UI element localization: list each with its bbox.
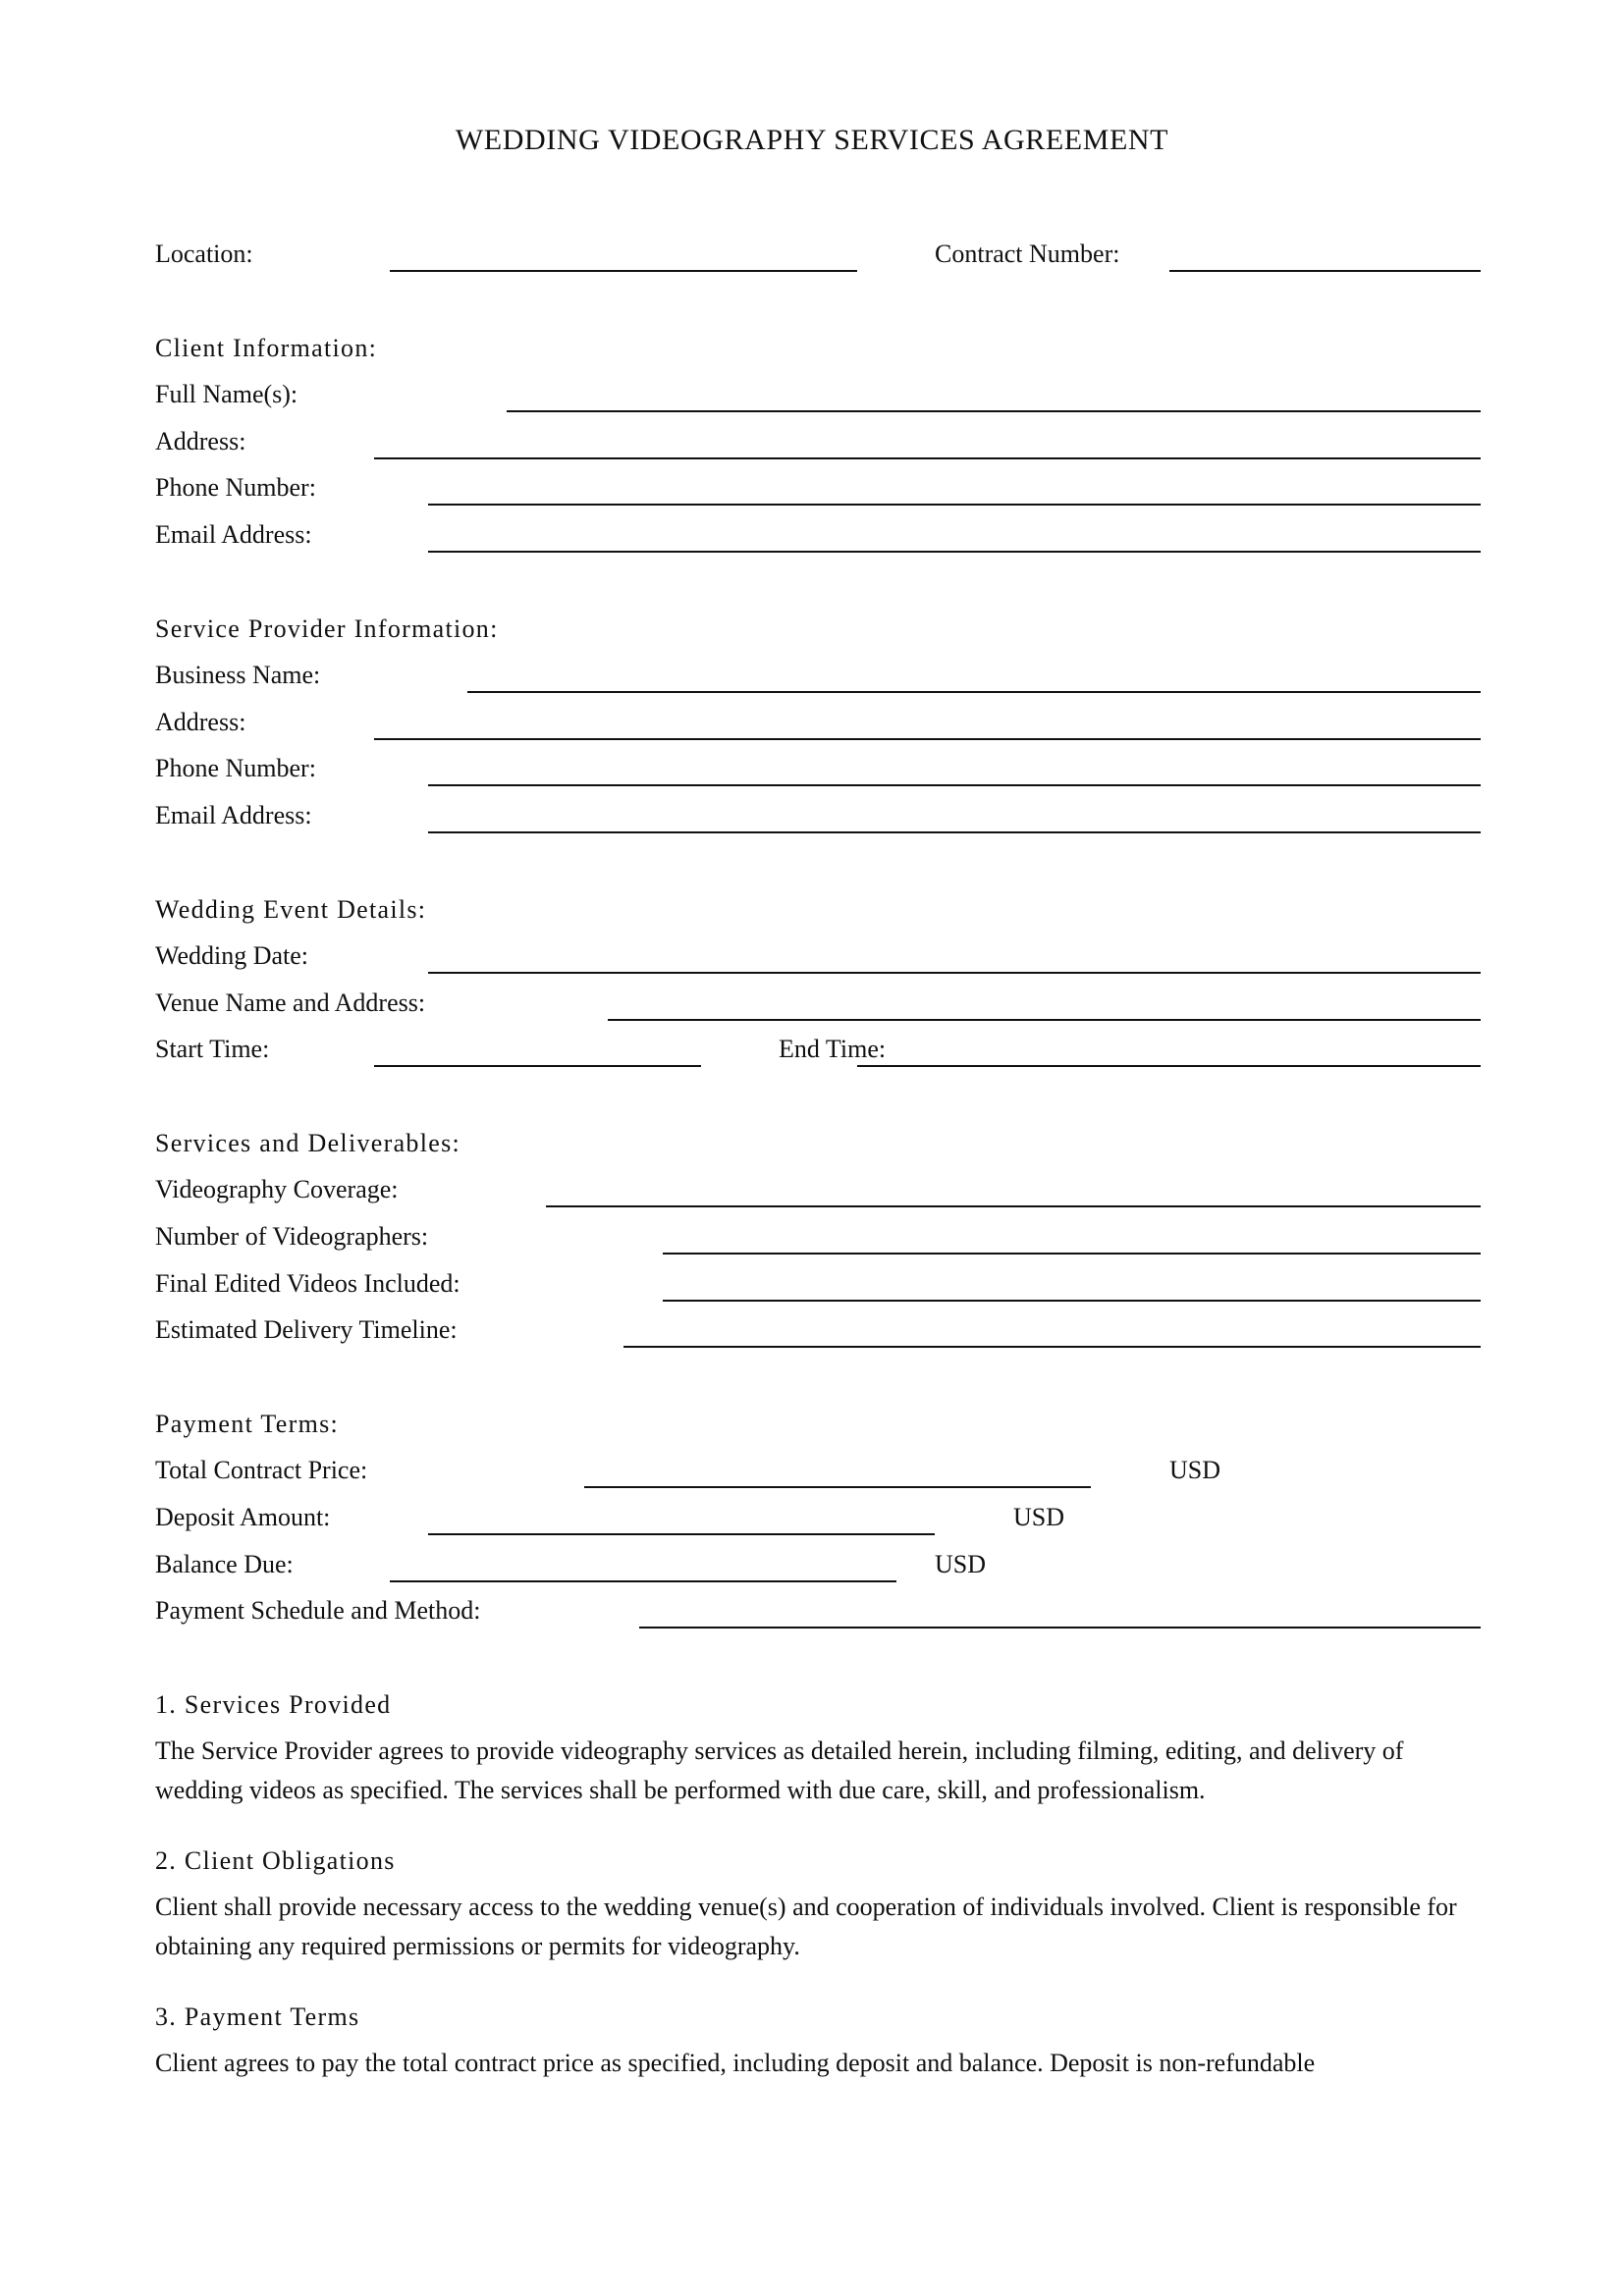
start-time-label: Start Time:	[155, 1035, 270, 1063]
provider-address-label: Address:	[155, 708, 246, 736]
document-title: WEDDING VIDEOGRAPHY SERVICES AGREEMENT	[455, 124, 1169, 156]
payment-heading: Payment Terms:	[155, 1410, 340, 1438]
provider-phone-label: Phone Number:	[155, 754, 316, 782]
end-time-field[interactable]	[857, 1065, 1481, 1067]
services-heading: Services and Deliverables:	[155, 1129, 461, 1157]
deposit-field[interactable]	[428, 1533, 935, 1535]
videos-included-field[interactable]	[663, 1300, 1481, 1302]
venue-label: Venue Name and Address:	[155, 988, 426, 1017]
client-phone-field[interactable]	[428, 504, 1481, 506]
client-info-heading: Client Information:	[155, 334, 378, 362]
clause-3-text: Client agrees to pay the total contract price as specified, including deposit and balance. Deposit is non-refundable	[155, 2049, 1316, 2077]
balance-currency: USD	[935, 1550, 987, 1578]
delivery-timeline-label: Estimated Delivery Timeline:	[155, 1315, 458, 1344]
payment-schedule-label: Payment Schedule and Method:	[155, 1596, 481, 1625]
provider-email-label: Email Address:	[155, 801, 312, 829]
videographers-field[interactable]	[663, 1253, 1481, 1255]
provider-info-heading: Service Provider Information:	[155, 614, 499, 643]
coverage-label: Videography Coverage:	[155, 1175, 399, 1203]
client-full-name-field[interactable]	[507, 410, 1481, 412]
coverage-field[interactable]	[546, 1205, 1481, 1207]
payment-schedule-field[interactable]	[639, 1627, 1481, 1629]
balance-label: Balance Due:	[155, 1550, 294, 1578]
wedding-date-field[interactable]	[428, 972, 1481, 974]
videos-included-label: Final Edited Videos Included:	[155, 1269, 460, 1298]
provider-business-name-label: Business Name:	[155, 661, 321, 689]
client-full-name-label: Full Name(s):	[155, 380, 298, 408]
event-details-heading: Wedding Event Details:	[155, 895, 427, 924]
client-email-label: Email Address:	[155, 520, 312, 549]
provider-business-name-field[interactable]	[467, 691, 1481, 693]
location-field[interactable]	[390, 270, 857, 272]
provider-email-field[interactable]	[428, 831, 1481, 833]
venue-field[interactable]	[608, 1019, 1481, 1021]
provider-phone-field[interactable]	[428, 784, 1481, 786]
wedding-date-label: Wedding Date:	[155, 941, 309, 970]
client-phone-label: Phone Number:	[155, 473, 316, 502]
delivery-timeline-field[interactable]	[623, 1346, 1481, 1348]
client-address-label: Address:	[155, 427, 246, 455]
clause-3-heading: 3. Payment Terms	[155, 2002, 360, 2031]
client-address-field[interactable]	[374, 457, 1481, 459]
client-email-field[interactable]	[428, 551, 1481, 553]
total-price-currency: USD	[1169, 1456, 1221, 1484]
provider-address-field[interactable]	[374, 738, 1481, 740]
deposit-currency: USD	[1013, 1503, 1065, 1531]
contract-number-label: Contract Number:	[935, 240, 1120, 268]
clause-1-heading: 1. Services Provided	[155, 1690, 392, 1719]
videographers-label: Number of Videographers:	[155, 1222, 429, 1251]
clause-2-heading: 2. Client Obligations	[155, 1846, 396, 1875]
balance-field[interactable]	[390, 1580, 896, 1582]
clause-2-text: Client shall provide necessary access to the wedding venue(s) and cooperation of individuals involved. Client is responsible for obtaining any required permissions or permits for videography.	[155, 1893, 1457, 1960]
deposit-label: Deposit Amount:	[155, 1503, 331, 1531]
clause-1-text: The Service Provider agrees to provide videography services as detailed herein, including filming, editing, and delivery of wedding videos as specified. The services shall be performed with due care, skill, and professionalism.	[155, 1736, 1404, 1804]
end-time-label: End Time:	[779, 1035, 887, 1063]
location-label: Location:	[155, 240, 253, 268]
total-price-field[interactable]	[584, 1486, 1091, 1488]
start-time-field[interactable]	[374, 1065, 701, 1067]
contract-number-field[interactable]	[1169, 270, 1481, 272]
total-price-label: Total Contract Price:	[155, 1456, 368, 1484]
